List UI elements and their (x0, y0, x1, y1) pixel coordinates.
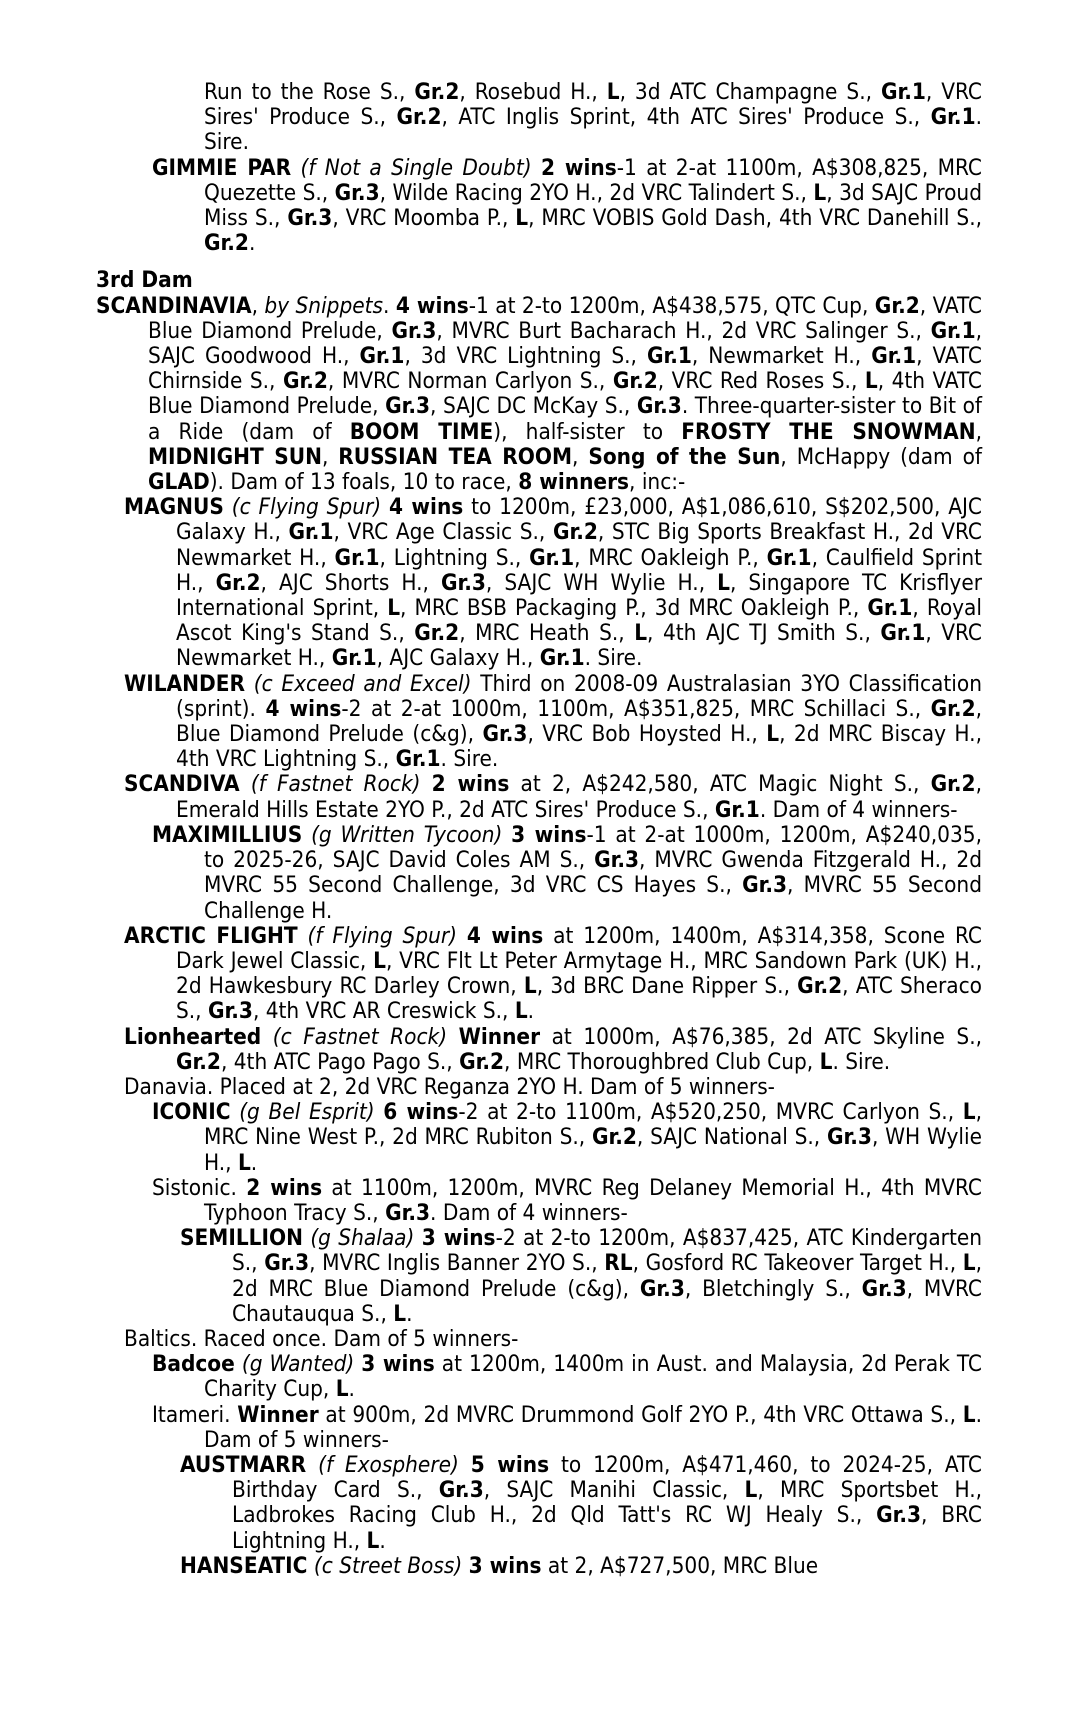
pedigree-page (0, 80, 1080, 1579)
pedigree-entry: MAXIMILLIUS (g Written Tycoon) 3 wins-1 at 2-at 1000m, 1200m, A$240,035, to 2025-26, SAJC David Coles AM S., Gr.3, MVRC Gwenda Fitzgerald H., 2d MVRC 55 Second Challenge, 3d VRC CS Hayes S., Gr.3, MVRC 55 Second Challenge H. (152, 821, 982, 924)
pedigree-entry: WILANDER (c Exceed and Excel) Third on 2008-09 Australasian 3YO Classification (sprint). 4 wins-2 at 2-at 1000m, 1100m, A$351,825, MRC Schillaci S., Gr.2, Blue Diamond Prelude (c&g), Gr.3, VRC Bob Hoysted H., L, 2d MRC Biscay H., 4th VRC Lightning S., Gr.1. Sire. (124, 670, 982, 773)
pedigree-entry: SCANDIVA (f Fastnet Rock) 2 wins at 2, A$242,580, ATC Magic Night S., Gr.2, Emerald Hills Estate 2YO P., 2d ATC Sires' Produce S., Gr.1. Dam of 4 winners- (124, 771, 982, 823)
pedigree-entry: AUSTMARR (f Exosphere) 5 wins to 1200m, A$471,460, to 2024-25, ATC Birthday Card S., Gr.3, SAJC Manihi Classic, L, MRC Sportsbet H., Ladbrokes Racing Club H., 2d Qld Tatt's RC WJ Healy S., Gr.3, BRC Lightning H., L. (180, 1451, 982, 1554)
pedigree-entry: SCANDINAVIA, by Snippets. 4 wins-1 at 2-to 1200m, A$438,575, QTC Cup, Gr.2, VATC Blue Diamond Prelude, Gr.3, MVRC Burt Bacharach H., 2d VRC Salinger S., Gr.1, SAJC Goodwood H., Gr.1, 3d VRC Lightning S., Gr.1, Newmarket H., Gr.1, VATC Chirnside S., Gr.2, MVRC Norman Carlyon S., Gr.2, VRC Red Roses S., L, 4th VATC Blue Diamond Prelude, Gr.3, SAJC DC McKay S., Gr.3. Three-quarter-sister to Bit of a Ride (dam of BOOM TIME), half-sister to FROSTY THE SNOWMAN, MIDNIGHT SUN, RUSSIAN TEA ROOM, Song of the Sun, McHappy (dam of GLAD). Dam of 13 foals, 10 to race, 8 winners, inc:- (96, 292, 983, 496)
pedigree-entry: Lionhearted (c Fastnet Rock) Winner at 1000m, A$76,385, 2d ATC Skyline S., Gr.2, 4th ATC Pago Pago S., Gr.2, MRC Thoroughbred Club Cup, L. Sire. (124, 1023, 982, 1075)
continuation-text: Run to the Rose S., Gr.2, Rosebud H., L, 3d ATC Champagne S., Gr.1, VRC Sires' Produce S., Gr.2, ATC Inglis Sprint, 4th ATC Sires' Produce S., Gr.1. Sire. (204, 79, 982, 156)
pedigree-entry: Itameri. Winner at 900m, 2d MVRC Drummond Golf 2YO P., 4th VRC Ottawa S., L. Dam of 5 winners- (152, 1401, 982, 1453)
entries-list (0, 294, 1080, 1579)
section-heading: 3rd Dam (96, 267, 193, 294)
pedigree-entry: Baltics. Raced once. Dam of 5 winners- (124, 1325, 519, 1352)
pedigree-entry: GIMMIE PAR (f Not a Single Doubt) 2 wins-1 at 2-at 1100m, A$308,825, MRC Quezette S., Gr.3, Wilde Racing 2YO H., 2d VRC Talindert S., L, 3d SAJC Proud Miss S., Gr.3, VRC Moomba P., L, MRC VOBIS Gold Dash, 4th VRC Danehill S., Gr.2. (152, 154, 983, 257)
pedigree-entry: Sistonic. 2 wins at 1100m, 1200m, MVRC Reg Delaney Memorial H., 4th MVRC Typhoon Tracy S., Gr.3. Dam of 4 winners- (152, 1174, 982, 1226)
pedigree-entry: MAGNUS (c Flying Spur) 4 wins to 1200m, £23,000, A$1,086,610, S$202,500, AJC Galaxy H., Gr.1, VRC Age Classic S., Gr.2, STC Big Sports Breakfast H., 2d VRC Newmarket H., Gr.1, Lightning S., Gr.1, MRC Oakleigh P., Gr.1, Caulfield Sprint H., Gr.2, AJC Shorts H., Gr.3, SAJC WH Wylie H., L, Singapore TC Krisflyer International Sprint, L, MRC BSB Packaging P., 3d MRC Oakleigh P., Gr.1, Royal Ascot King's Stand S., Gr.2, MRC Heath S., L, 4th AJC TJ Smith S., Gr.1, VRC Newmarket H., Gr.1, AJC Galaxy H., Gr.1. Sire. (124, 494, 982, 672)
entries-top (0, 156, 1080, 257)
pedigree-entry: ARCTIC FLIGHT (f Flying Spur) 4 wins at 1200m, 1400m, A$314,358, Scone RC Dark Jewel Classic, L, VRC Flt Lt Peter Armytage H., MRC Sandown Park (UK) H., 2d Hawkesbury RC Darley Crown, L, 3d BRC Dane Ripper S., Gr.2, ATC Sheraco S., Gr.3, 4th VRC AR Creswick S., L. (124, 922, 982, 1025)
pedigree-entry: SEMILLION (g Shalaa) 3 wins-2 at 2-to 1200m, A$837,425, ATC Kindergarten S., Gr.3, MVRC Inglis Banner 2YO S., RL, Gosford RC Takeover Target H., L, 2d MRC Blue Diamond Prelude (c&g), Gr.3, Bletchingly S., Gr.3, MVRC Chautauqua S., L. (180, 1225, 983, 1327)
pedigree-entry: HANSEATIC (c Street Boss) 3 wins at 2, A$727,500, MRC Blue (180, 1552, 819, 1579)
pedigree-entry: ICONIC (g Bel Esprit) 6 wins-2 at 2-to 1100m, A$520,250, MVRC Carlyon S., L, MRC Nine West P., 2d MRC Rubiton S., Gr.2, SAJC National S., Gr.3, WH Wylie H., L. (152, 1099, 983, 1176)
pedigree-entry: Badcoe (g Wanted) 3 wins at 1200m, 1400m in Aust. and Malaysia, 2d Perak TC Charity Cup, L. (152, 1351, 982, 1403)
pedigree-entry: Danavia. Placed at 2, 2d VRC Reganza 2YO H. Dam of 5 winners- (124, 1073, 775, 1100)
